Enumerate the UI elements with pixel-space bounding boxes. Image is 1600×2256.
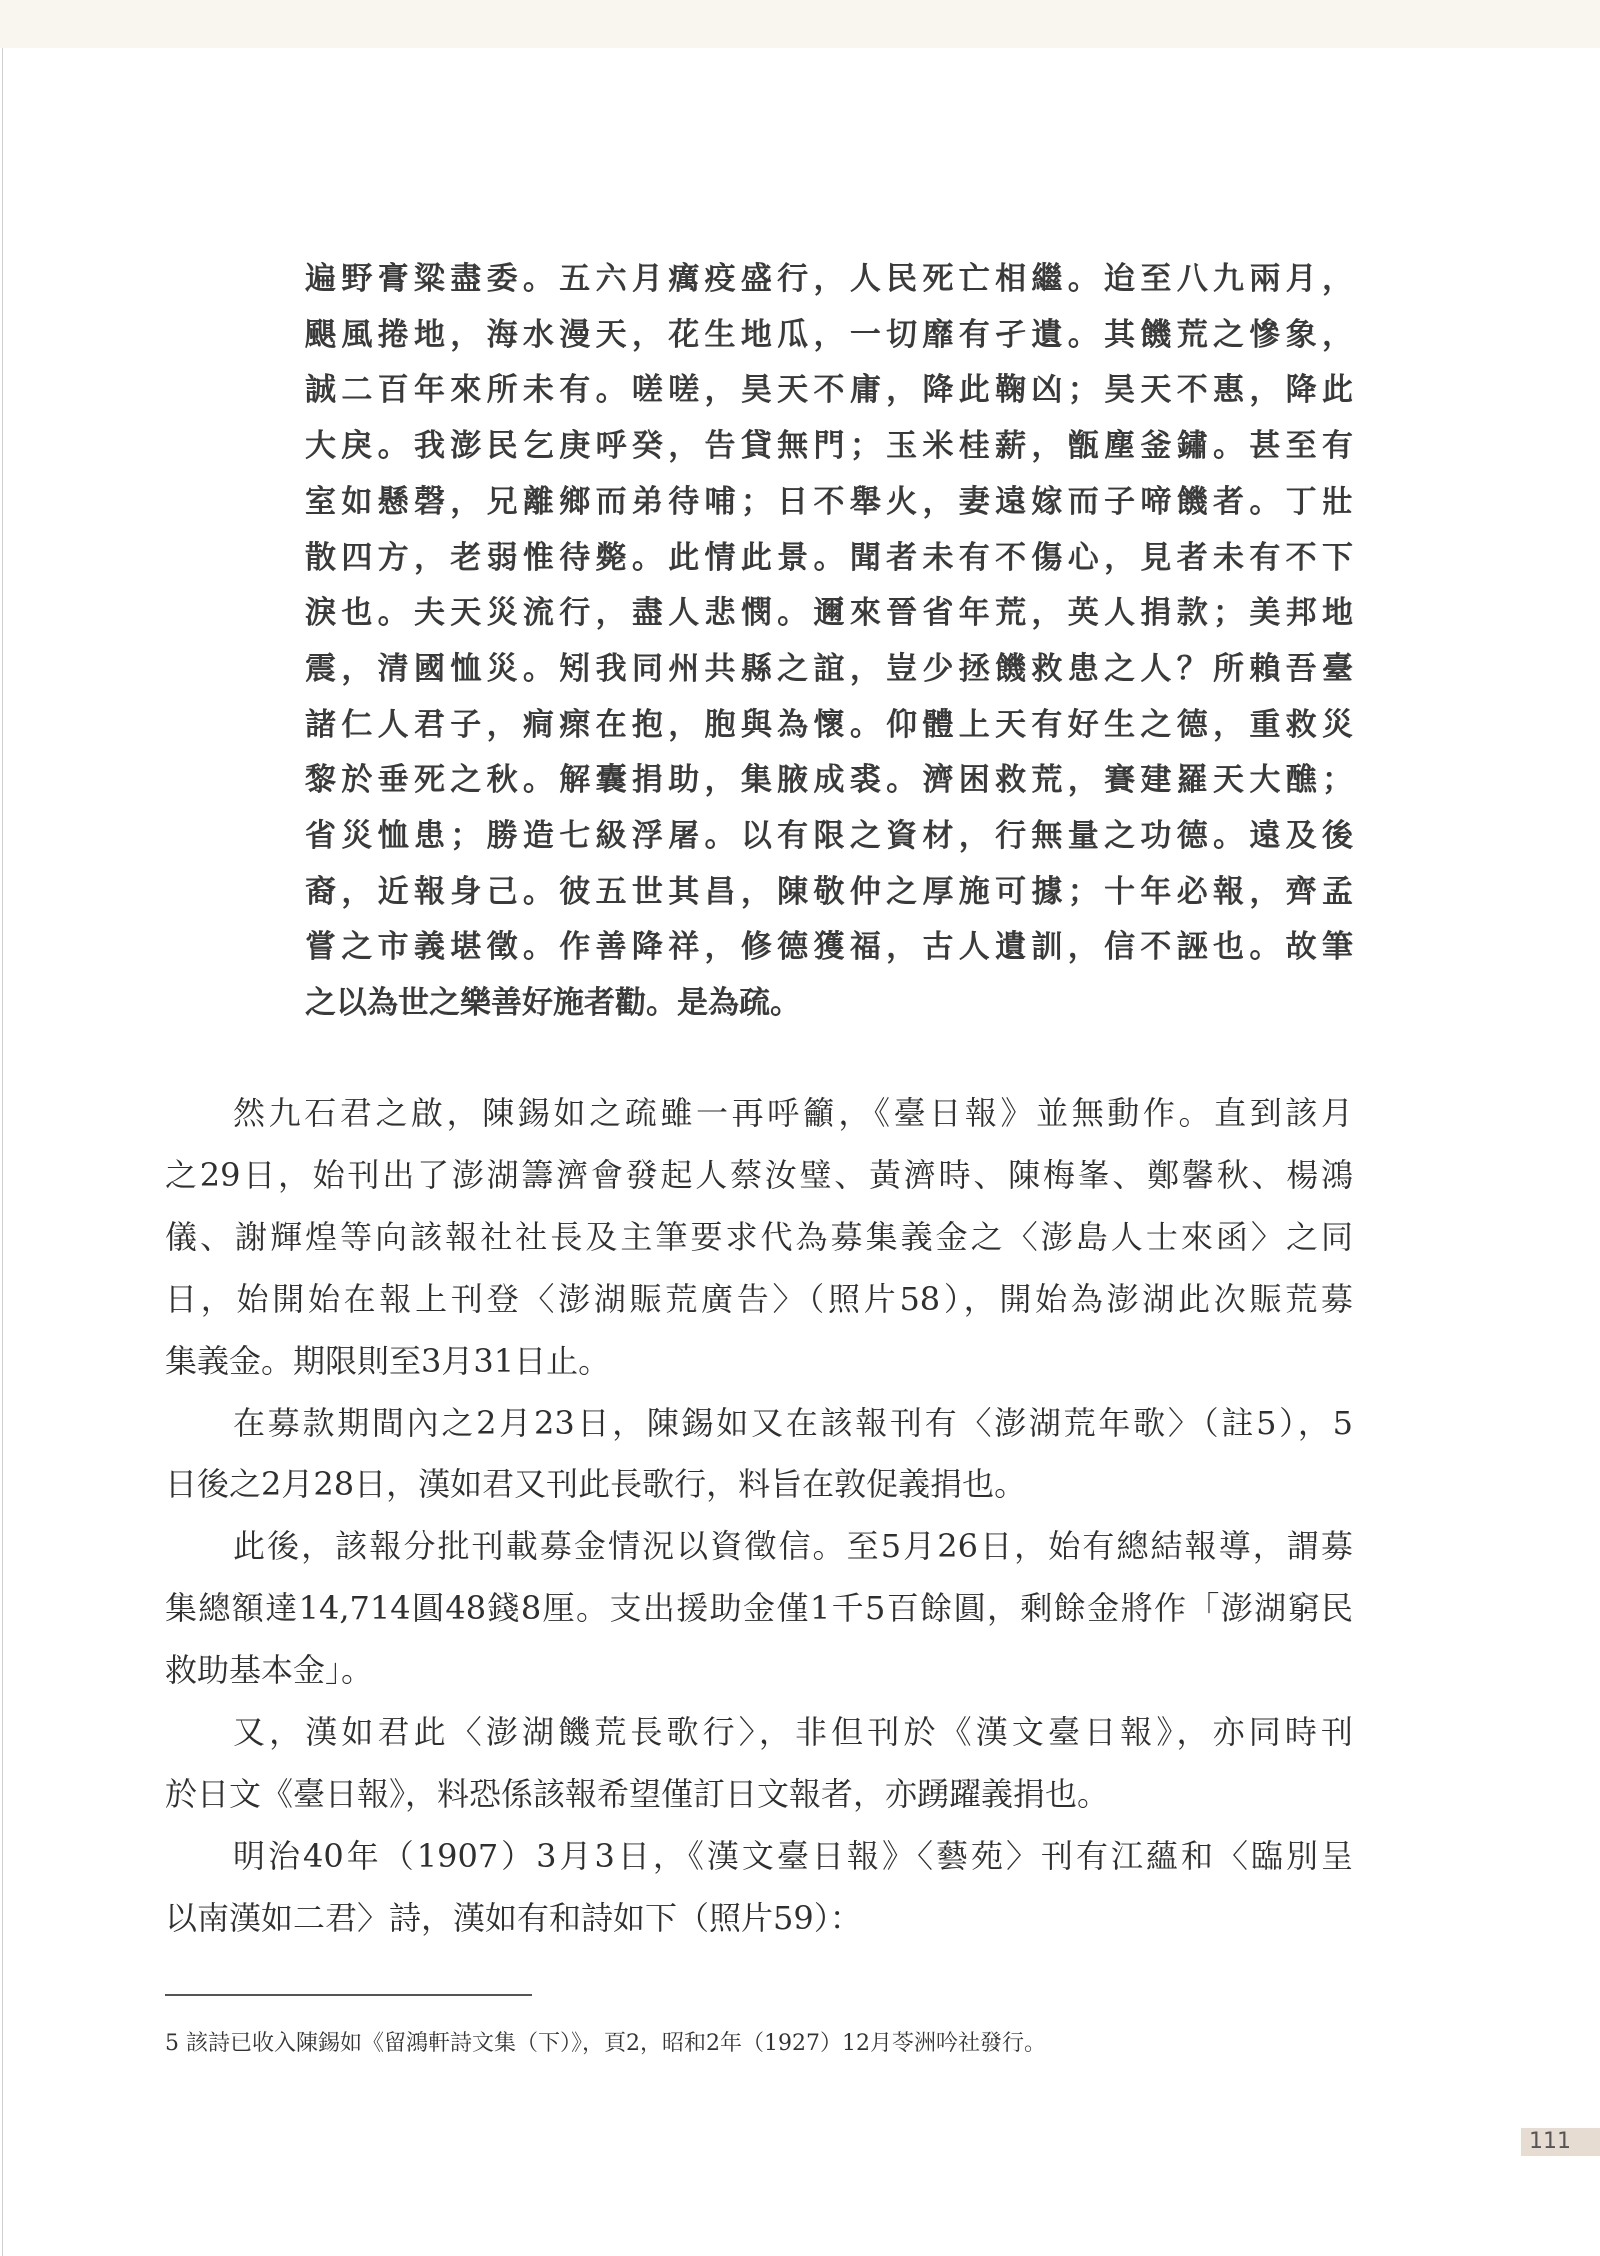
quote-line: 裔，近報身己。彼五世其昌，陳敬仲之厚施可據；十年必報，齊孟 bbox=[305, 873, 1353, 910]
quote-line: 震，清國恤災。矧我同州共縣之誼，豈少拯饑救患之人？所賴吾臺 bbox=[305, 650, 1353, 687]
body-line: 又，漢如君此〈澎湖饑荒長歌行〉，非但刊於《漢文臺日報》，亦同時刊 bbox=[233, 1713, 1353, 1752]
body-line: 以南漢如二君〉詩，漢如有和詩如下（照片59）： bbox=[165, 1898, 862, 1937]
quote-line: 散四方，老弱惟待斃。此情此景。聞者未有不傷心，見者未有不下 bbox=[305, 539, 1353, 576]
quote-line: 省災恤患；勝造七級浮屠。以有限之資材，行無量之功德。遠及後 bbox=[305, 818, 1353, 855]
body-line: 於日文《臺日報》，料恐係該報希望僅訂日文報者，亦踴躍義捐也。 bbox=[165, 1774, 1110, 1813]
scan-left-edge bbox=[2, 48, 3, 2256]
quote-line: 黎於垂死之秋。解囊捐助，集腋成裘。濟困救荒，賽建羅天大醮； bbox=[305, 762, 1353, 799]
body-line: 日，始開始在報上刊登〈澎湖賑荒廣告〉（照片58），開始為澎湖此次賑荒募 bbox=[165, 1279, 1353, 1318]
body-line: 儀、謝輝煌等向該報社社長及主筆要求代為募集義金之〈澎島人士來函〉之同 bbox=[165, 1217, 1353, 1256]
quoted-memorial-text bbox=[305, 252, 1353, 1032]
body-line: 救助基本金」。 bbox=[165, 1651, 374, 1690]
body-line: 明治40年（1907）3月3日，《漢文臺日報》〈藝苑〉刊有江蘊和〈臨別呈 bbox=[233, 1836, 1353, 1875]
body-line: 此後，該報分批刊載募金情況以資徵信。至5月26日，始有總結報導，謂募 bbox=[233, 1527, 1353, 1566]
quote-line: 諸仁人君子，痌瘝在抱，胞與為懷。仰體上天有好生之德，重救災 bbox=[305, 706, 1353, 743]
page-number: 111 bbox=[1521, 2128, 1600, 2156]
body-text bbox=[165, 1083, 1353, 1950]
body-line: 集總額達14,714圓48錢8厘。支出援助金僅1千5百餘圓，剩餘金將作「澎湖窮民 bbox=[165, 1589, 1353, 1628]
quote-line: 大戾。我澎民乞庚呼癸，告貸無門；玉米桂薪，甑塵釜鏽。甚至有 bbox=[305, 428, 1353, 465]
body-line: 日後之2月28日，漢如君又刊此長歌行，料旨在敦促義捐也。 bbox=[165, 1465, 1027, 1504]
footnote-divider bbox=[165, 1994, 532, 1996]
scan-top-band bbox=[0, 0, 1600, 48]
body-line: 集義金。期限則至3月31日止。 bbox=[165, 1341, 611, 1380]
quote-line: 室如懸磬，兄離鄉而弟待哺；日不舉火，妻遠嫁而子啼饑者。丁壯 bbox=[305, 483, 1353, 520]
body-line: 然九石君之啟，陳錫如之疏雖一再呼籲，《臺日報》並無動作。直到該月 bbox=[233, 1094, 1353, 1132]
footnote: 5 該詩已收入陳錫如《留鴻軒詩文集（下）》，頁2，昭和2年（1927）12月苓洲吟社發行。 bbox=[165, 2031, 1046, 2056]
quote-line: 誠二百年來所未有。嗟嗟，昊天不庸，降此鞠凶；昊天不惠，降此 bbox=[305, 372, 1353, 409]
quote-line: 淚也。夫天災流行，盡人悲憫。邇來晉省年荒，英人捐款；美邦地 bbox=[305, 595, 1353, 632]
body-line: 在募款期間內之2月23日，陳錫如又在該報刊有〈澎湖荒年歌〉（註5），5 bbox=[233, 1403, 1353, 1442]
body-line: 之29日，始刊出了澎湖籌濟會發起人蔡汝璧、黃濟時、陳梅峯、鄭馨秋、楊鴻 bbox=[165, 1155, 1353, 1194]
quote-line: 遍野膏粱盡委。五六月癘疫盛行，人民死亡相繼。迨至八九兩月， bbox=[305, 261, 1353, 297]
quote-line: 嘗之市義堪徵。作善降祥，修德獲福，古人遺訓，信不誣也。故筆 bbox=[305, 929, 1353, 966]
quote-line: 之以為世之樂善好施者勸。是為疏。 bbox=[305, 985, 801, 1022]
quote-line: 颶風捲地，海水漫天，花生地瓜，一切靡有孑遺。其饑荒之慘象， bbox=[305, 316, 1353, 353]
